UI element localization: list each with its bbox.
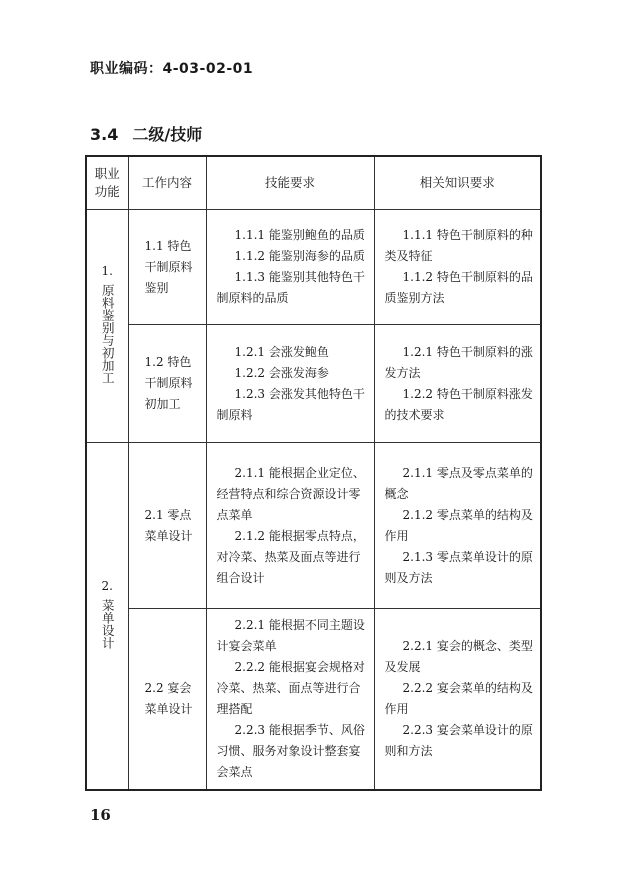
header-knowledge: 相关知识要求: [374, 156, 541, 210]
knowledge-item: 1.1.2 特色干制原料的品质鉴别方法: [384, 270, 533, 305]
knowledge-item: 1.2.1 特色干制原料的涨发方法: [384, 344, 533, 380]
header-function: 职业功能: [86, 156, 128, 210]
skill-standard-table: [85, 155, 542, 791]
knowledge-item: 2.1.2 零点菜单的结构及作用: [384, 507, 533, 543]
function-name: 菜单设计: [100, 599, 116, 649]
function-name: 原料鉴别与初加工: [100, 284, 116, 384]
skill-item: 2.1.2 能根据零点特点，对冷菜、热菜及面点等进行组合设计: [216, 528, 365, 585]
skill-cell: [206, 325, 374, 443]
skill-cell: [206, 443, 374, 609]
knowledge-item: 2.2.3 宴会菜单设计的原则和方法: [384, 723, 533, 758]
function-cell: [86, 443, 128, 791]
skill-item: 1.2.2 会涨发海参: [234, 365, 329, 380]
skill-item: 1.2.3 会涨发其他特色干制原料: [216, 386, 365, 422]
skill-item: 2.2.1 能根据不同主题设计宴会菜单: [216, 618, 365, 653]
table-header-row: [86, 156, 541, 210]
skill-item: 2.1.1 能根据企业定位、经营特点和综合资源设计零点菜单: [216, 465, 365, 522]
knowledge-item: 2.1.1 零点及零点菜单的概念: [384, 465, 533, 501]
occupation-code: 职业编码：4-03-02-01: [90, 61, 254, 77]
table-row: [86, 609, 541, 791]
skill-item: 2.2.2 能根据宴会规格对冷菜、热菜、面点等进行合理搭配: [216, 660, 365, 716]
knowledge-item: 2.2.2 宴会菜单的结构及作用: [384, 681, 533, 716]
skill-cell: [206, 609, 374, 791]
knowledge-cell: [374, 210, 541, 325]
function-number: 1.: [101, 264, 113, 278]
function-cell: [86, 210, 128, 443]
work-content-cell: 2.1 零点菜单设计: [128, 443, 206, 609]
skill-item: 1.2.1 会涨发鲍鱼: [234, 344, 329, 359]
knowledge-item: 2.2.1 宴会的概念、类型及发展: [384, 639, 533, 674]
section-number: 3.4: [90, 125, 119, 144]
header-skill: 技能要求: [206, 156, 374, 210]
table-row: [86, 210, 541, 325]
knowledge-item: 1.2.2 特色干制原料涨发的技术要求: [384, 386, 533, 422]
skill-item: 2.2.3 能根据季节、风俗习惯、服务对象设计整套宴会菜点: [216, 723, 365, 779]
table-row: [86, 443, 541, 609]
work-content-cell: 1.2 特色干制原料初加工: [128, 325, 206, 443]
knowledge-cell: [374, 443, 541, 609]
page-number: 16: [90, 806, 111, 824]
work-content-cell: 1.1 特色干制原料鉴别: [128, 210, 206, 325]
section-heading: [90, 122, 202, 145]
skill-cell: [206, 210, 374, 325]
header-work: 工作内容: [128, 156, 206, 210]
work-content-cell: 2.2 宴会菜单设计: [128, 609, 206, 791]
knowledge-item: 2.1.3 零点菜单设计的原则及方法: [384, 549, 533, 585]
knowledge-cell: [374, 325, 541, 443]
skill-item: 1.1.1 能鉴别鲍鱼的品质: [234, 228, 365, 242]
skill-item: 1.1.2 能鉴别海参的品质: [234, 249, 365, 263]
section-title: 二级/技师: [132, 125, 203, 144]
knowledge-item: 1.1.1 特色干制原料的种类及特征: [384, 228, 533, 263]
knowledge-cell: [374, 609, 541, 791]
table-row: [86, 325, 541, 443]
skill-item: 1.1.3 能鉴别其他特色干制原料的品质: [216, 270, 365, 305]
function-number: 2.: [101, 579, 113, 593]
